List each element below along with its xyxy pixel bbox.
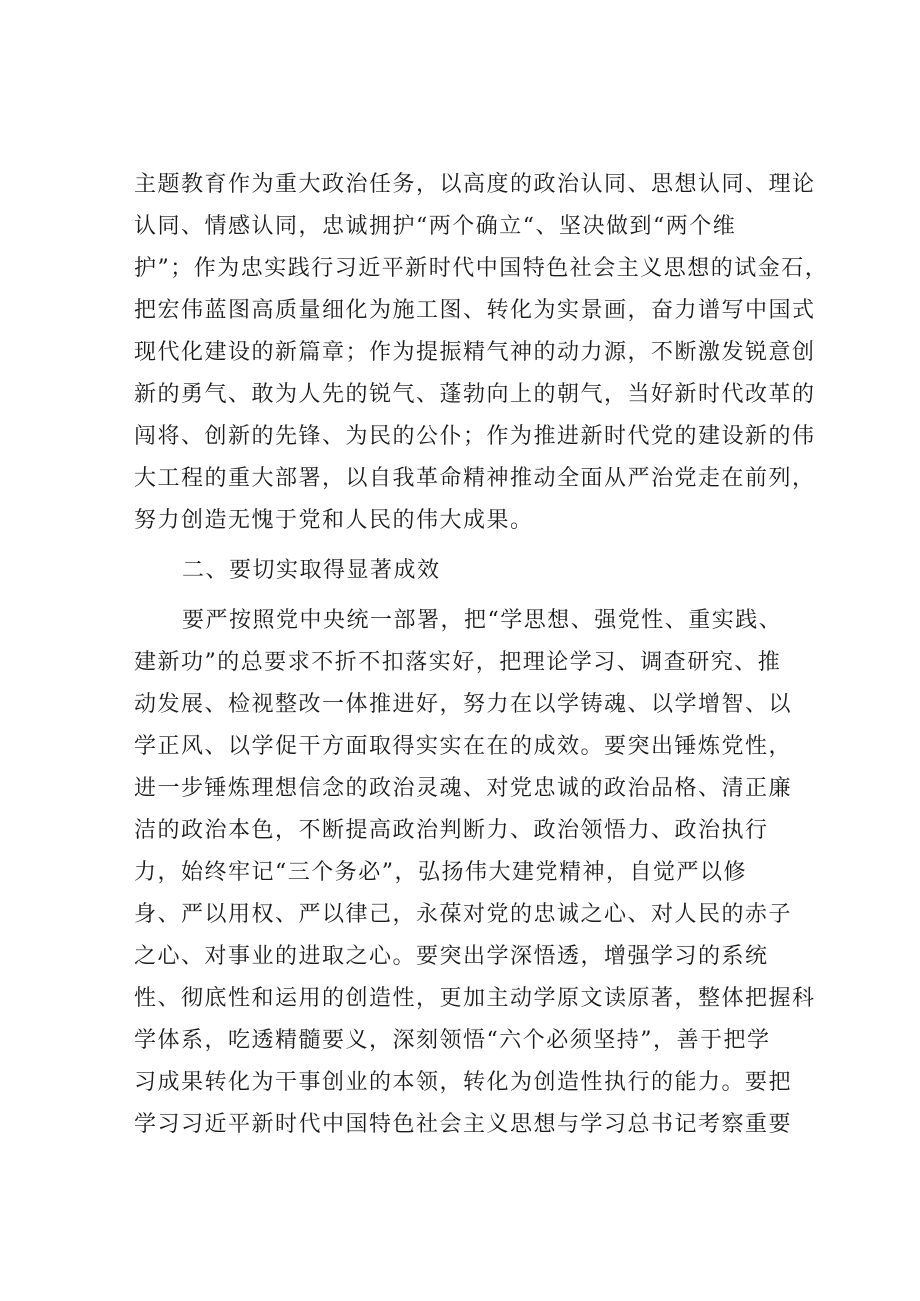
paragraph-2-line: 学体系，吃透精髓要义，深刻领悟“六个必须坚持”，善于把学	[134, 1028, 771, 1053]
section-heading: 二、要切实取得显著成效	[182, 558, 441, 583]
paragraph-1-line: 主题教育作为重大政治任务，以高度的政治认同、思想认同、理论	[134, 172, 816, 197]
paragraph-2-line: 进一步锤炼理想信念的政治灵魂、对党忠诚的政治品格、清正廉	[134, 776, 793, 801]
paragraph-2-line: 动发展、检视整改一体推进好，努力在以学铸魂、以学增智、以	[134, 692, 793, 717]
paragraph-2-line: 洁的政治本色，不断提高政治判断力、政治领悟力、政治执行	[134, 818, 769, 843]
paragraph-2-line: 力，始终牢记“三个务必”，弘扬伟大建党精神，自觉严以修	[134, 860, 747, 885]
paragraph-1-line: 现代化建设的新篇章；作为提振精气神的动力源，不断激发锐意创	[134, 340, 816, 365]
paragraph-2-line: 身、严以用权、严以律己，永葆对党的忠诚之心、对人民的赤子	[134, 902, 793, 927]
paragraph-2-line: 性、彻底性和运用的创造性，更加主动学原文读原著，整体把握科	[134, 986, 816, 1011]
paragraph-1-line: 认同、情感认同，忠诚拥护“两个确立“、坚决做到“两个维	[134, 214, 737, 239]
paragraph-1-line: 努力创造无愧于党和人民的伟大成果。	[134, 508, 534, 533]
paragraph-2-line: 之心、对事业的进取之心。要突出学深悟透，增强学习的系统	[134, 944, 769, 969]
paragraph-2-line: 学正风、以学促干方面取得实实在在的成效。要突出锤炼党性，	[134, 734, 793, 759]
paragraph-1-line: 新的勇气、敢为人先的锐气、蓬勃向上的朝气，当好新时代改革的	[134, 382, 816, 407]
paragraph-2-line: 学习习近平新时代中国特色社会主义思想与学习总书记考察重要	[134, 1112, 793, 1137]
paragraph-2-line: 习成果转化为干事创业的本领，转化为创造性执行的能力。要把	[134, 1070, 793, 1095]
paragraph-2-line: 要严按照党中央统一部署，把“学思想、强党性、重实践、	[182, 608, 783, 633]
paragraph-1-line: 闯将、创新的先锋、为民的公仆；作为推进新时代党的建设新的伟	[134, 424, 816, 449]
paragraph-2-line: 建新功”的总要求不折不扣落实好，把理论学习、调查研究、推	[134, 650, 782, 675]
paragraph-1-line: 大工程的重大部署，以自我革命精神推动全面从严治党走在前列，	[134, 466, 816, 491]
paragraph-1-line: 护”；作为忠实践行习近平新时代中国特色社会主义思想的试金石，	[134, 256, 829, 281]
paragraph-1-line: 把宏伟蓝图高质量细化为施工图、转化为实景画，奋力谱写中国式	[134, 298, 816, 323]
